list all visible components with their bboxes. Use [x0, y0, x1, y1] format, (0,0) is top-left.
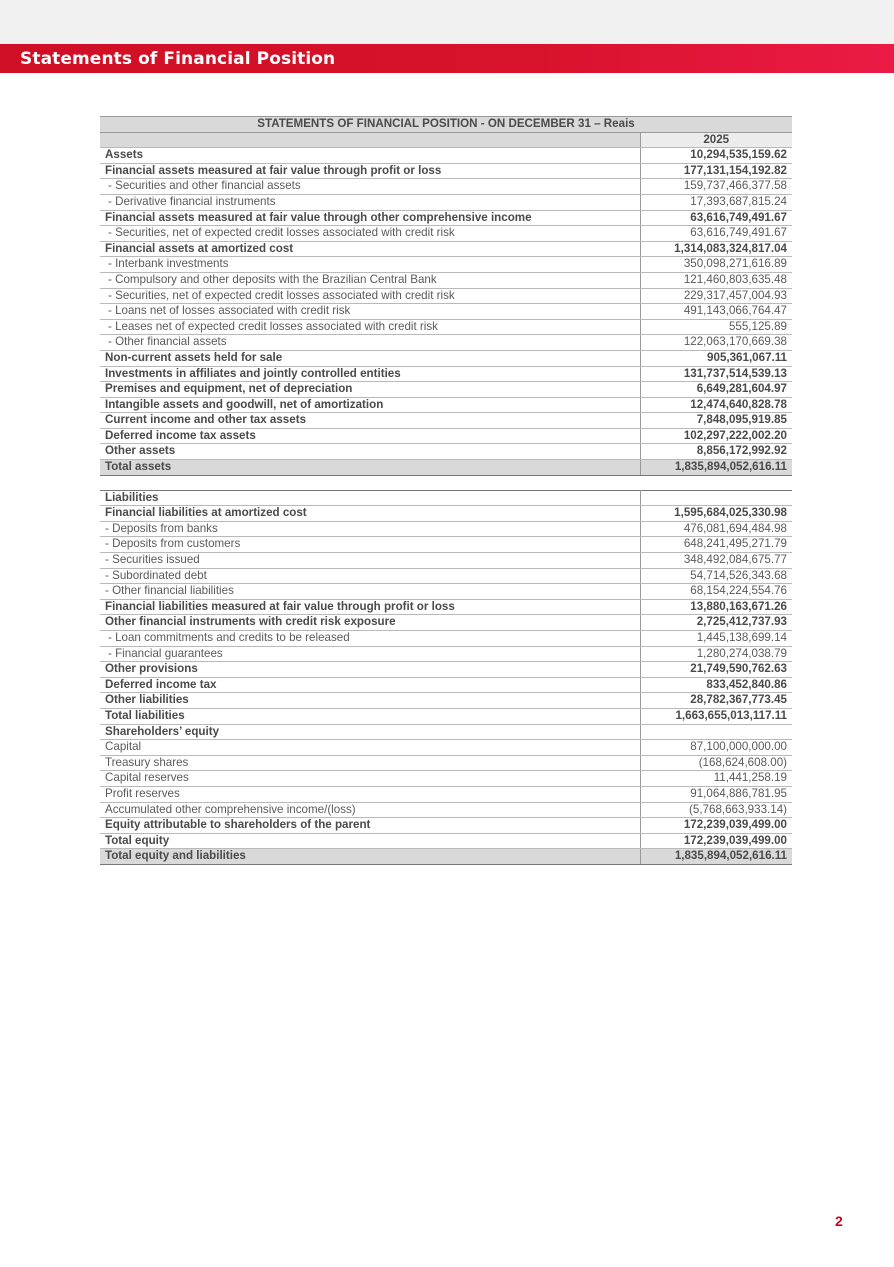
- total-row: [100, 460, 792, 476]
- row-value: 17,393,687,815.24: [640, 194, 792, 210]
- table-row: [100, 257, 792, 273]
- row-value: 1,835,894,052,616.11: [640, 849, 792, 865]
- row-value: 1,663,655,013,117.11: [640, 708, 792, 724]
- table-row: [100, 272, 792, 288]
- total-row: [100, 849, 792, 865]
- table-row: [100, 288, 792, 304]
- row-label: Shareholders’ equity: [100, 724, 640, 740]
- table-row: [100, 677, 792, 693]
- table-row: [100, 662, 792, 678]
- row-value: 905,361,067.11: [640, 350, 792, 366]
- row-label: Intangible assets and goodwill, net of amortization: [100, 397, 640, 413]
- row-label: Assets: [100, 148, 640, 164]
- row-value: 159,737,466,377.58: [640, 179, 792, 195]
- row-value: 476,081,694,484.98: [640, 521, 792, 537]
- table-row: [100, 615, 792, 631]
- row-value: 13,880,163,671.26: [640, 599, 792, 615]
- row-value: 10,294,535,159.62: [640, 148, 792, 164]
- row-value: [640, 724, 792, 740]
- row-value: 6,649,281,604.97: [640, 382, 792, 398]
- row-value: 68,154,224,554.76: [640, 584, 792, 600]
- row-label: - Loans net of losses associated with credit risk: [100, 304, 640, 320]
- table-row: [100, 226, 792, 242]
- row-label: - Deposits from customers: [100, 537, 640, 553]
- table-caption: STATEMENTS OF FINANCIAL POSITION - ON DECEMBER 31 – Reais: [100, 117, 792, 133]
- row-value: 28,782,367,773.45: [640, 693, 792, 709]
- row-value: (168,624,608.00): [640, 755, 792, 771]
- table-row: [100, 646, 792, 662]
- row-value: 348,492,084,675.77: [640, 553, 792, 569]
- table-row: [100, 397, 792, 413]
- row-value: 1,835,894,052,616.11: [640, 460, 792, 476]
- section-banner: [0, 44, 894, 73]
- row-label: Other assets: [100, 444, 640, 460]
- row-label: - Other financial liabilities: [100, 584, 640, 600]
- row-value: 54,714,526,343.68: [640, 568, 792, 584]
- table-row: [100, 833, 792, 849]
- row-value: 491,143,066,764.47: [640, 304, 792, 320]
- row-label: Total equity and liabilities: [100, 849, 640, 865]
- row-value: 63,616,749,491.67: [640, 210, 792, 226]
- page-title: Statements of Financial Position: [20, 49, 336, 69]
- table-row: [100, 382, 792, 398]
- row-value: 172,239,039,499.00: [640, 833, 792, 849]
- row-value: 350,098,271,616.89: [640, 257, 792, 273]
- row-label: - Securities, net of expected credit losses associated with credit risk: [100, 226, 640, 242]
- table-row: [100, 350, 792, 366]
- row-label: Other provisions: [100, 662, 640, 678]
- row-label: Total equity: [100, 833, 640, 849]
- row-label: Financial assets measured at fair value through profit or loss: [100, 163, 640, 179]
- row-value: 172,239,039,499.00: [640, 818, 792, 834]
- row-value: [640, 490, 792, 506]
- table-row: [100, 521, 792, 537]
- table-row: [100, 740, 792, 756]
- row-value: 648,241,495,271.79: [640, 537, 792, 553]
- table-row: [100, 771, 792, 787]
- table-row: [100, 179, 792, 195]
- table-row: [100, 148, 792, 164]
- table-row: [100, 304, 792, 320]
- table-row: [100, 194, 792, 210]
- table-row: [100, 568, 792, 584]
- table-row: [100, 413, 792, 429]
- table-row: [100, 506, 792, 522]
- row-label: - Deposits from banks: [100, 521, 640, 537]
- row-value: 122,063,170,669.38: [640, 335, 792, 351]
- row-value: 1,314,083,324,817.04: [640, 241, 792, 257]
- table-row: [100, 163, 792, 179]
- row-value: 1,595,684,025,330.98: [640, 506, 792, 522]
- row-label: Investments in affiliates and jointly controlled entities: [100, 366, 640, 382]
- row-label: Premises and equipment, net of depreciation: [100, 382, 640, 398]
- financial-position-table: [100, 116, 792, 865]
- table-row: [100, 708, 792, 724]
- table-row: [100, 444, 792, 460]
- row-label: Financial liabilities at amortized cost: [100, 506, 640, 522]
- table-row: [100, 802, 792, 818]
- row-value: 91,064,886,781.95: [640, 786, 792, 802]
- row-label: Capital reserves: [100, 771, 640, 787]
- row-label: - Loan commitments and credits to be released: [100, 631, 640, 647]
- row-value: 177,131,154,192.82: [640, 163, 792, 179]
- row-label: - Compulsory and other deposits with the Brazilian Central Bank: [100, 272, 640, 288]
- row-value: 11,441,258.19: [640, 771, 792, 787]
- table-row: [100, 319, 792, 335]
- row-label: - Derivative financial instruments: [100, 194, 640, 210]
- table-row: [100, 693, 792, 709]
- table-row: [100, 584, 792, 600]
- table-row: [100, 490, 792, 506]
- table-row: [100, 724, 792, 740]
- row-label: Financial liabilities measured at fair value through profit or loss: [100, 599, 640, 615]
- row-value: 1,445,138,699.14: [640, 631, 792, 647]
- row-value: 131,737,514,539.13: [640, 366, 792, 382]
- row-value: 8,856,172,992.92: [640, 444, 792, 460]
- row-value: 555,125.89: [640, 319, 792, 335]
- row-value: 7,848,095,919.85: [640, 413, 792, 429]
- row-value: 833,452,840.86: [640, 677, 792, 693]
- table-row: [100, 335, 792, 351]
- top-margin: [0, 0, 894, 44]
- row-label: - Securities and other financial assets: [100, 179, 640, 195]
- row-label: Total liabilities: [100, 708, 640, 724]
- table-row: [100, 755, 792, 771]
- page-number: 2: [835, 1213, 843, 1229]
- row-label: - Securities, net of expected credit losses associated with credit risk: [100, 288, 640, 304]
- table-row: [100, 366, 792, 382]
- row-value: 87,100,000,000.00: [640, 740, 792, 756]
- row-label: - Financial guarantees: [100, 646, 640, 662]
- row-label: Other liabilities: [100, 693, 640, 709]
- row-label: Deferred income tax: [100, 677, 640, 693]
- table-row: [100, 631, 792, 647]
- row-value: (5,768,663,933.14): [640, 802, 792, 818]
- row-label: Total assets: [100, 460, 640, 476]
- row-label: Profit reserves: [100, 786, 640, 802]
- row-label: Capital: [100, 740, 640, 756]
- table-row: [100, 599, 792, 615]
- section-spacer: [100, 475, 792, 490]
- table-row: [100, 210, 792, 226]
- table-row: [100, 241, 792, 257]
- row-label: Non-current assets held for sale: [100, 350, 640, 366]
- row-label: Current income and other tax assets: [100, 413, 640, 429]
- row-value: 12,474,640,828.78: [640, 397, 792, 413]
- row-label: - Interbank investments: [100, 257, 640, 273]
- table-row: [100, 428, 792, 444]
- year-header: 2025: [640, 132, 792, 148]
- table-caption-row: [100, 117, 792, 133]
- row-label: Equity attributable to shareholders of the parent: [100, 818, 640, 834]
- row-label: Treasury shares: [100, 755, 640, 771]
- row-value: 1,280,274,038.79: [640, 646, 792, 662]
- row-label: Financial assets at amortized cost: [100, 241, 640, 257]
- row-label: Deferred income tax assets: [100, 428, 640, 444]
- row-label: Financial assets measured at fair value through other comprehensive income: [100, 210, 640, 226]
- row-label: - Subordinated debt: [100, 568, 640, 584]
- row-label: - Other financial assets: [100, 335, 640, 351]
- row-label: Accumulated other comprehensive income/(loss): [100, 802, 640, 818]
- year-header-row: [100, 132, 792, 148]
- row-value: 229,317,457,004.93: [640, 288, 792, 304]
- row-label: - Leases net of expected credit losses associated with credit risk: [100, 319, 640, 335]
- row-label: Other financial instruments with credit risk exposure: [100, 615, 640, 631]
- table-row: [100, 818, 792, 834]
- row-value: 2,725,412,737.93: [640, 615, 792, 631]
- row-value: 21,749,590,762.63: [640, 662, 792, 678]
- table-row: [100, 786, 792, 802]
- table-row: [100, 537, 792, 553]
- row-value: 121,460,803,635.48: [640, 272, 792, 288]
- row-label: Liabilities: [100, 490, 640, 506]
- row-value: 102,297,222,002.20: [640, 428, 792, 444]
- row-value: 63,616,749,491.67: [640, 226, 792, 242]
- row-label: - Securities issued: [100, 553, 640, 569]
- table-row: [100, 553, 792, 569]
